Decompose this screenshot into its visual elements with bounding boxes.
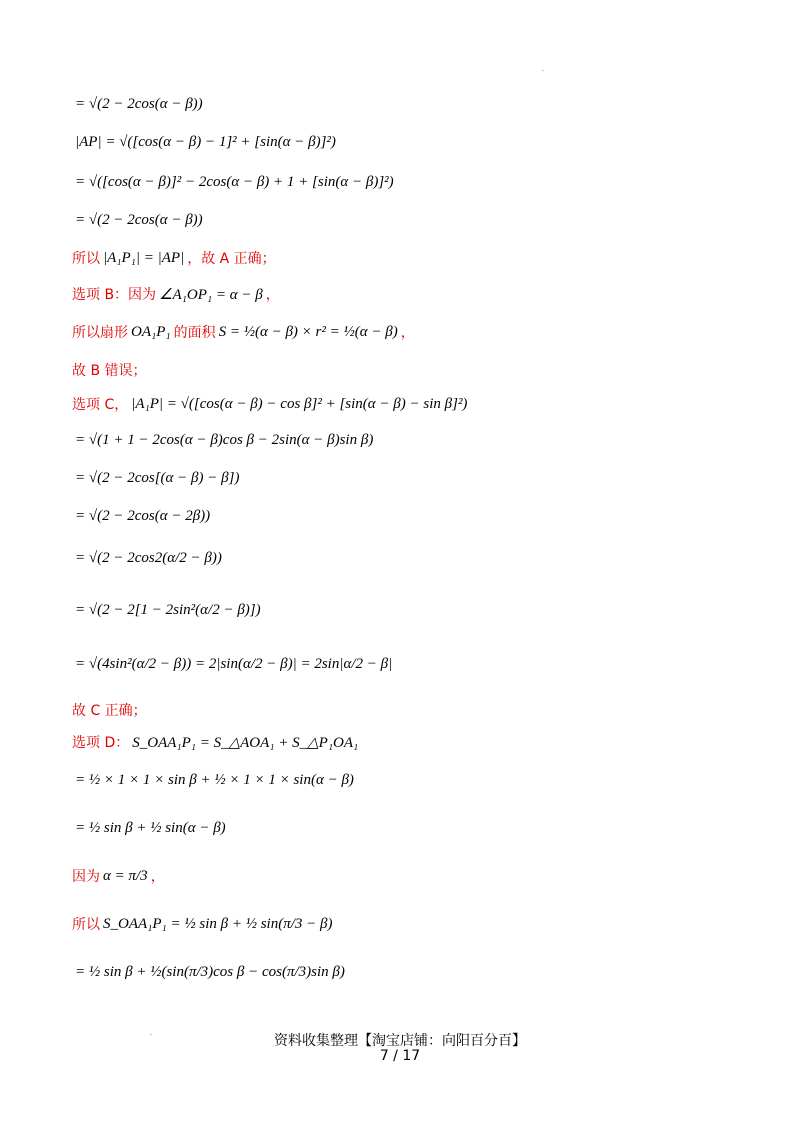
math-expression: = √(2 − 2cos(α − β)) (75, 96, 203, 112)
math-expression: = ½ sin β + ½ sin(α − β) (75, 820, 226, 836)
math-expression: = √(4sin²(α/2 − β)) = 2|sin(α/2 − β)| = 2sin|α/2 − β| (75, 656, 393, 672)
bottom-dot: . (150, 1028, 152, 1037)
annotation-text: 所以 (72, 251, 100, 267)
footer-page-number: 7 / 17 (379, 1048, 421, 1064)
math-expression: = ½ × 1 × 1 × sin β + ½ × 1 × 1 × sin(α − β) (75, 772, 354, 788)
math-expression: |AP| = √([cos(α − β) − 1]² + [sin(α − β)]²) (75, 134, 336, 150)
footer-source: 资料收集整理【淘宝店铺：向阳百分百】 (274, 1033, 526, 1049)
top-dot: . (542, 64, 544, 73)
solution-line (72, 866, 165, 886)
annotation-text: ， (150, 869, 165, 885)
math-expression: OA₁P₁ (131, 323, 171, 340)
solution-line (72, 700, 147, 720)
math-expression: = √(2 − 2cos2(α/2 − β)) (75, 550, 222, 566)
solution-line (72, 550, 225, 567)
solution-line (72, 322, 415, 342)
math-expression: = √([cos(α − β)]² − 2cos(α − β) + 1 + [sin(α − β)]²) (75, 174, 394, 190)
math-expression: = ½ sin β + ½(sin(π/3)cos β − cos(π/3)sin β) (75, 964, 345, 980)
solution-line (72, 248, 276, 268)
solution-line (72, 772, 357, 789)
math-expression: = √(2 − 2cos[(α − β) − β]) (75, 470, 240, 486)
math-expression: = √(1 + 1 − 2cos(α − β)cos β − 2sin(α − β)sin β) (75, 432, 374, 448)
solution-line (72, 360, 147, 380)
solution-line (72, 964, 348, 981)
solution-line (72, 914, 336, 934)
solution-line (72, 508, 213, 525)
annotation-text: 因为 (72, 869, 100, 885)
math-expression: S_OAA₁P₁ = ½ sin β + ½ sin(π/3 − β) (103, 915, 333, 932)
annotation-text: 所以 (72, 917, 100, 933)
math-expression: ∠A₁OP₁ = α − β (159, 286, 263, 303)
annotation-text: 选项 D： (72, 735, 130, 751)
math-expression: = √(2 − 2cos(α − β)) (75, 212, 203, 228)
annotation-text: 选项 B：因为 (72, 287, 157, 303)
solution-line (72, 732, 361, 752)
math-expression: |A₁P₁| = |AP| (103, 249, 185, 266)
solution-line (72, 212, 206, 229)
annotation-text: ， (400, 325, 415, 341)
annotation-text: 选项 C， (72, 397, 129, 413)
annotation-text: ， (265, 287, 280, 303)
annotation-text: 故 C 正确； (72, 703, 147, 719)
math-expression: |A₁P| = √([cos(α − β) − cos β]² + [sin(α − β) − sin β]²) (131, 395, 468, 412)
solution-line (72, 174, 397, 191)
math-expression: = √(2 − 2cos(α − 2β)) (75, 508, 211, 524)
solution-line (72, 284, 280, 304)
math-expression: α = π/3 (103, 867, 148, 884)
solution-line (72, 394, 470, 414)
solution-line (72, 432, 376, 449)
solution-line (72, 820, 229, 837)
annotation-text: 所以扇形 (72, 325, 128, 341)
solution-line (72, 134, 339, 151)
math-expression: S = ½(α − β) × r² = ½(α − β) (218, 323, 398, 340)
solution-line (72, 602, 264, 619)
solution-line (72, 470, 242, 487)
math-expression: S_OAA₁P₁ = S_△AOA₁ + S_△P₁OA₁ (132, 734, 359, 751)
solution-line (72, 96, 206, 113)
annotation-text: 的面积 (173, 325, 216, 341)
solution-line (72, 656, 395, 673)
annotation-text: ，故 A 正确； (187, 251, 276, 267)
annotation-text: 故 B 错误； (72, 363, 147, 379)
math-expression: = √(2 − 2[1 − 2sin²(α/2 − β)]) (75, 602, 261, 618)
